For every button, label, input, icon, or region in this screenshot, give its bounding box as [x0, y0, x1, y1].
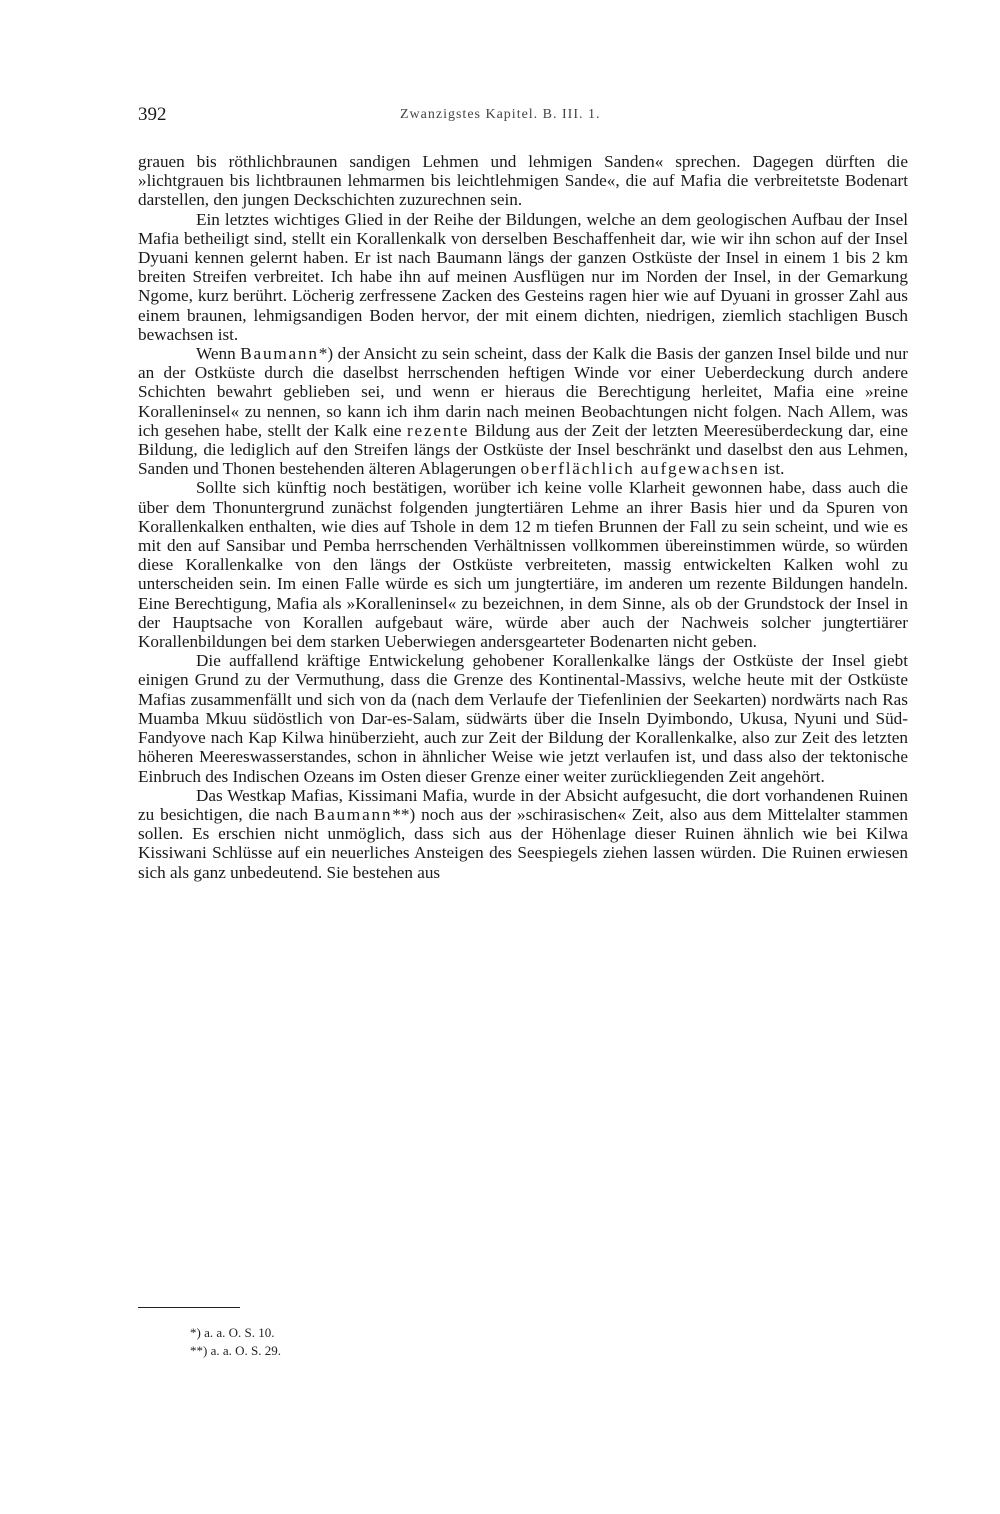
emphasized-text: rezente [407, 420, 470, 440]
footnote: **) a. a. O. S. 29. [190, 1343, 281, 1358]
text-segment: ist. [759, 459, 785, 479]
footnote: *) a. a. O. S. 10. [190, 1325, 275, 1340]
footnotes [190, 1324, 590, 1360]
paragraph [138, 478, 908, 651]
text-segment: grauen bis röthlichbraunen sandigen Lehmen und lehmigen Sanden« sprechen. Dagegen dürften die »lichtgrauen bis lichtbraunen lehmarmen bis leichtlehmigen Sande«, die auf Mafia die verbreitetste Bodenart darstellen, den jungen Deckschichten zuzurechnen sein. [138, 152, 908, 210]
emphasized-text: Baumann [313, 804, 393, 824]
text-segment: Ein letztes wichtiges Glied in der Reihe der Bildungen, welche an dem geologischen Aufbau der Insel Mafia betheiligt sind, stellt ein Korallenkalk von derselben Beschaffenheit dar, wie wir ihn schon auf der Insel Dyuani kennen gelernt haben. Er ist nach Baumann längs der ganzen Ostküste der Insel in einem 1 bis 2 km breiten Streifen verbreitet. Ich habe ihn auf meinen Ausflügen nur im Norden der Insel, in der Gemarkung Ngome, kurz berührt. Löcherig zerfressene Zacken des Gesteins ragen hier wie auf Dyuani in grosser Zahl aus einem braunen, lehmigsandigen Boden hervor, der mit einem dichten, niedrigen, ziemlich stachligen Busch bewachsen ist. [138, 209, 908, 344]
text-segment: Sollte sich künftig noch bestätigen, worüber ich keine volle Klarheit gewonnen habe, dass auch die über dem Thonuntergrund zunächst folgenden jungtertiären Lehme an ihrer Basis hier und da Spuren von Korallenkalken enthalten, wie dies auf Tshole in dem 12 m tiefen Brunnen der Fall zu sein scheint, und wie es mit den auf Sansibar und Pemba herrschenden Verhältnissen vollkommen übereinstimmen würde, so würden diese Korallenkalke von den längs der Ostküste verbreiteten, massig entwickelten Kalken wohl zu unterscheiden sein. Im einen Falle würde es sich um jungtertiäre, im anderen um rezente Bildungen handeln. Eine Berechtigung, Mafia als »Koralleninsel« zu bezeichnen, in dem Sinne, als ob der Grundstock der Insel in der Hauptsache von Korallen aufgebaut wäre, würde aber auch der Nachweis solcher jungtertiärer Korallenbildungen bei dem starken Ueberwiegen andersgearteter Bodenarten nicht geben. [138, 478, 908, 652]
body-text [138, 152, 908, 882]
page-header [138, 104, 908, 130]
text-segment: Bildung aus der Zeit der letzten Meeresüberdeckung dar, eine Bildung, die lediglich auf den Streifen längs der Ostküste der Insel beschränkt und daselbst den aus Lehmen, Sanden und Thonen bestehenden älteren Ablagerungen [138, 420, 908, 479]
text-segment: **) noch aus der »schirasischen« Zeit, also aus dem Mittelalter stammen sollen. Es erschien nicht unmöglich, dass sich aus der Höhenlage dieser Ruinen ähnlich wie bei Kilwa Kissiwani Schlüsse auf ein neuerliches Ansteigen des Seespiegels ziehen lassen würden. Die Ruinen erwiesen sich als ganz unbedeutend. Sie bestehen aus [138, 804, 908, 882]
paragraph [138, 344, 908, 478]
paragraph [138, 210, 908, 344]
paragraph [138, 786, 908, 882]
paragraph [138, 152, 908, 210]
footnote-rule [138, 1307, 240, 1308]
text-segment: *) der Ansicht zu sein scheint, dass der Kalk die Basis der ganzen Insel bilde und nur an der Ostküste durch die daselbst herrschenden heftigen Winde vor einer Ueberdeckung durch andere Schichten bewahrt geblieben sei, und wenn er hieraus die Berechtigung herleitet, Mafia eine »reine Koralleninsel« zu nennen, so kann ich ihm darin nach meinen Beobachtungen nicht folgen. Nach Allem, was ich gesehen habe, stellt der Kalk eine [138, 344, 908, 440]
text-segment: Die auffallend kräftige Entwickelung gehobener Korallenkalke längs der Ostküste der Insel giebt einigen Grund zu der Vermuthung, dass die Grenze des Kontinental-Massivs, welche heute mit der Ostküste Mafias zusammenfällt und sich von da (nach dem Verlaufe der Tiefenlinien der Seekarten) nordwärts nach Ras Muamba Mkuu südöstlich von Dar-es-Salam, südwärts über die Inseln Dyimbondo, Ukusa, Nyuni und Süd-Fandyove nach Kap Kilwa hinüberzieht, auch zur Zeit der Bildung der Korallenkalke, also zur Zeit des letzten höheren Meereswasserstandes, schon in ähnlicher Weise wie jetzt verlaufen ist, und dass also der tektonische Einbruch des Indischen Ozeans im Osten dieser Grenze einer weiter zurückliegenden Zeit angehört. [138, 651, 908, 786]
running-head: Zwanzigstes Kapitel. B. III. 1. [400, 107, 601, 122]
emphasized-text: oberflächlich aufgewachsen [520, 459, 760, 479]
text-segment: Das Westkap Mafias, Kissimani Mafia, wurde in der Absicht aufgesucht, die dort vorhandenen Ruinen zu besichtigen, die nach [138, 785, 908, 824]
page-number: 392 [138, 104, 167, 125]
paragraph [138, 651, 908, 785]
emphasized-text: Baumann [240, 344, 319, 364]
text-segment: Wenn [196, 344, 241, 364]
